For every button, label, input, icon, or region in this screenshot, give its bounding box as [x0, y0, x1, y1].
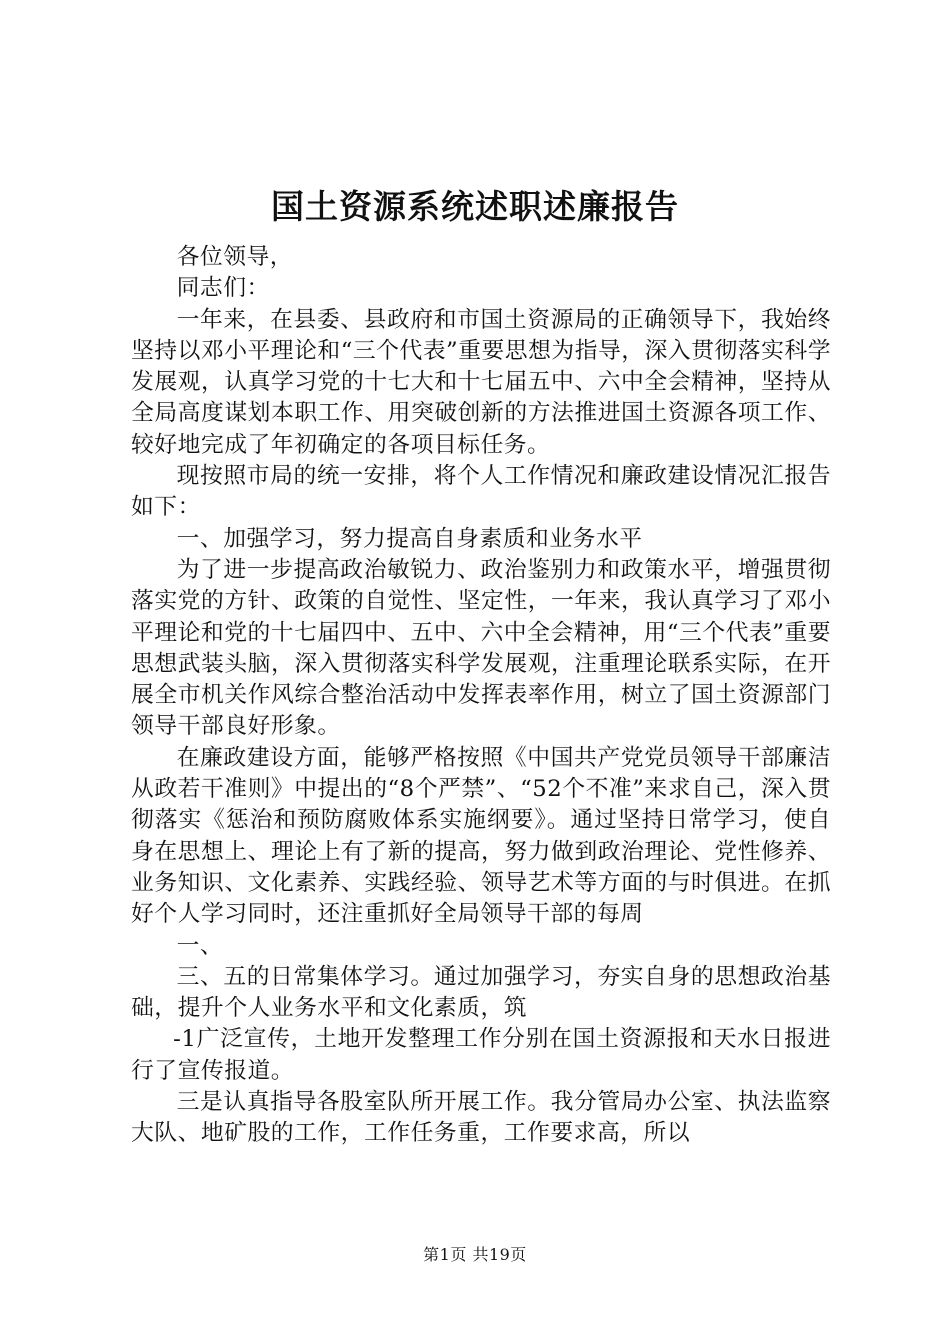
paragraph-guidance: 三是认真指导各股室队所开展工作。我分管局办公室、执法监察大队、地矿股的工作，工作任务重，工作要求高，所以 — [131, 1089, 831, 1147]
paragraph-integrity: 在廉政建设方面，能够严格按照《中国共产党党员领导干部廉洁从政若干准则》中提出的“8个严禁”、“52个不准”来求自己，深入贯彻落实《惩治和预防腐败体系实施纲要》。通过坚持日常学习，使自身在思想上、理论上有了新的提高，努力做到政治理论、党性修养、业务知识、文化素养、实践经验、领导艺术等方面的与时俱进。在抓好个人学习同时，还注重抓好全局领导干部的每周 — [131, 744, 831, 928]
document-title: 国土资源系统述职述廉报告 — [271, 187, 679, 226]
paragraph-intro: 一年来，在县委、县政府和市国土资源局的正确领导下，我始终坚持以邓小平理论和“三个代表”重要思想为指导，深入贯彻落实科学发展观，认真学习党的十七大和十七届五中、六中全会精神，坚持从全局高度谋划本职工作、用突破创新的方法推进国土资源各项工作、较好地完成了年初确定的各项目标任务。 — [131, 306, 831, 458]
paragraph-salutation-1: 各位领导， — [176, 244, 294, 270]
page-number-footer: 第1页 共19页 — [423, 1245, 527, 1264]
paragraph-fragment-1: 一、 — [176, 932, 224, 959]
section-heading-1: 一、加强学习，努力提高自身素质和业务水平 — [176, 525, 643, 552]
paragraph-salutation-2: 同志们： — [176, 275, 270, 302]
document-body — [131, 210, 831, 1150]
paragraph-fragment-2: 三、五的日常集体学习。通过加强学习，夯实自身的思想政治基础，提升个人业务水平和文化素质，筑 — [131, 963, 831, 1022]
paragraph-report-notice: 现按照市局的统一安排，将个人工作情况和廉政建设情况汇报告如下： — [131, 463, 831, 521]
paragraph-publicity: -1广泛宣传，土地开发整理工作分别在国土资源报和天水日报进行了宣传报道。 — [131, 1026, 831, 1084]
paragraph-study: 为了进一步提高政治敏锐力、政治鉴别力和政策水平，增强贯彻落实党的方针、政策的自觉性、坚定性，一年来，我认真学习了邓小平理论和党的十七届四中、五中、六中全会精神，用“三个代表”重要思想武装头脑，深入贯彻落实科学发展观，注重理论联系实际，在开展全市机关作风综合整治活动中发挥表率作用，树立了国土资源部门领导干部良好形象。 — [131, 556, 831, 740]
